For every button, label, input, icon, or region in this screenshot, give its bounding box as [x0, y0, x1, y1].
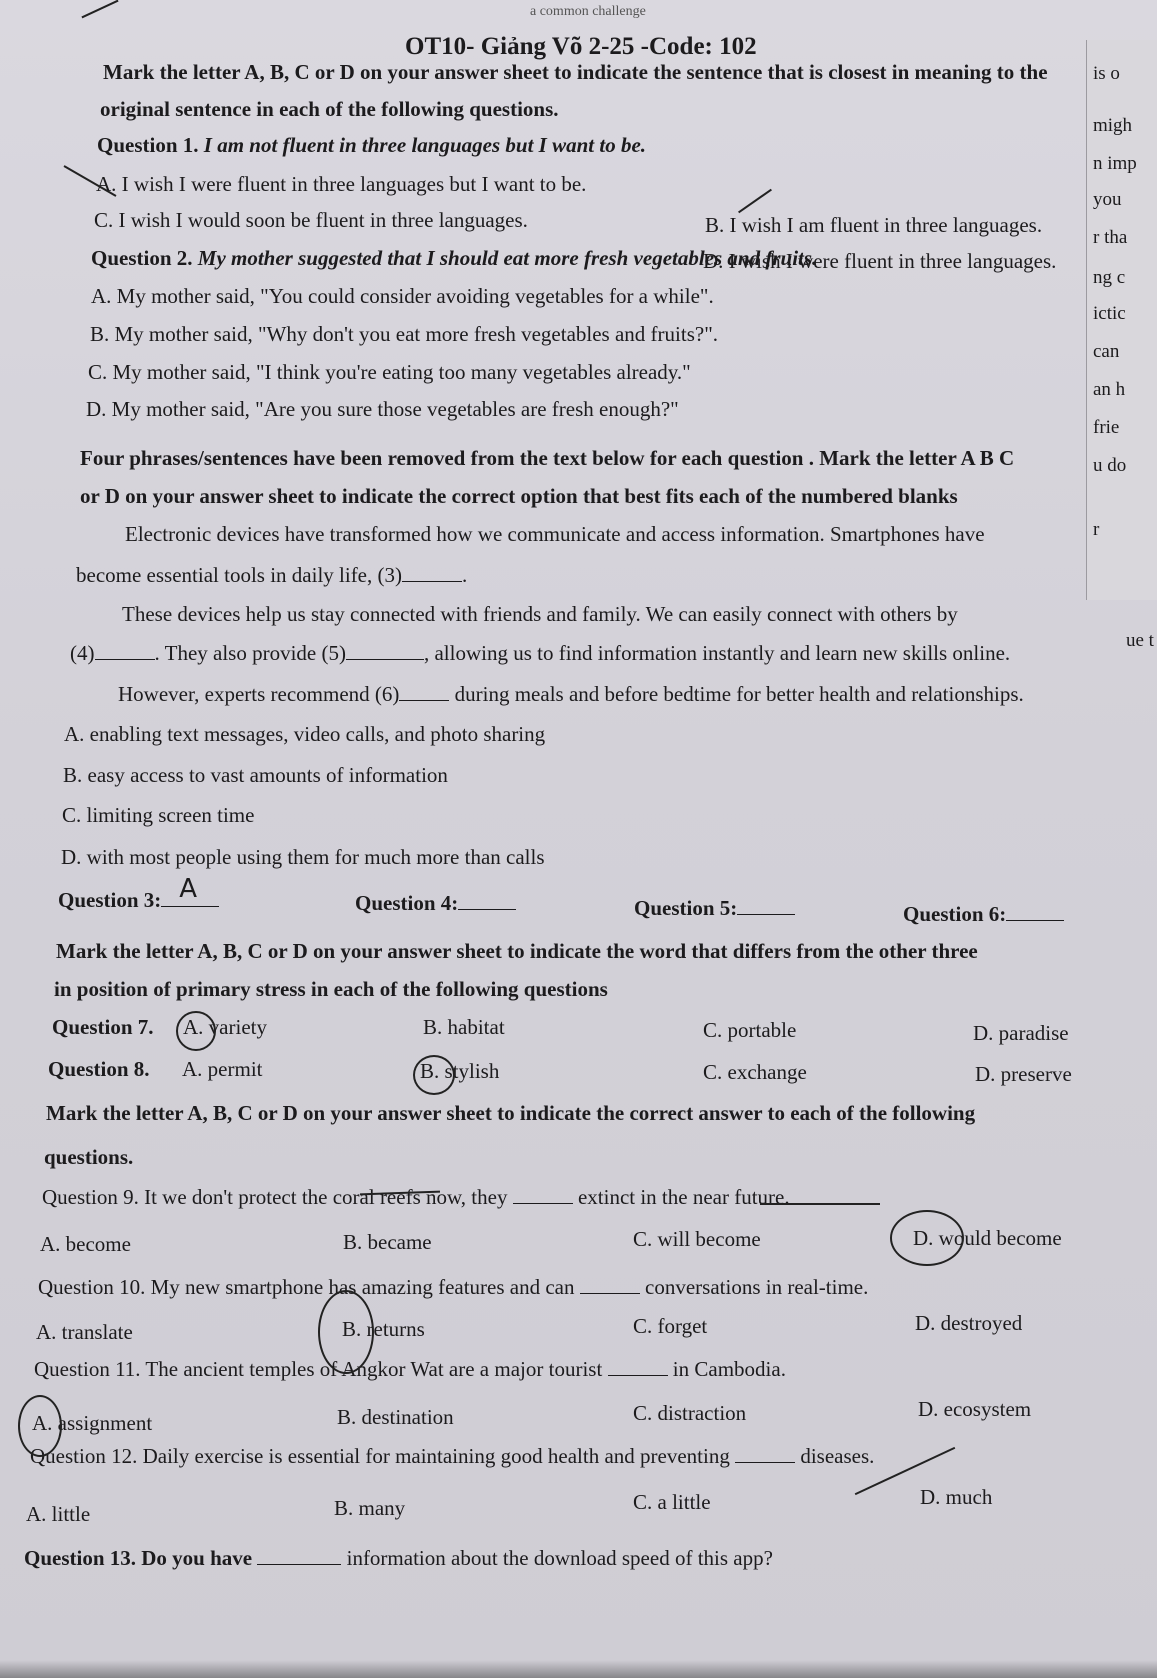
- question-1: [97, 133, 646, 158]
- question-2-option-c: C. My mother said, "I think you're eating too many vegetables already.": [88, 360, 691, 384]
- question-10-option-c: C. forget: [633, 1314, 708, 1338]
- torn-header-scrap: a common challenge: [530, 4, 646, 19]
- answer-label: Question 6:: [903, 902, 1007, 926]
- question-13-text: information about the download speed of this app?: [346, 1546, 773, 1570]
- answer-blank: [161, 874, 219, 907]
- question-7-option-d: D. paradise: [973, 1021, 1069, 1045]
- passage-text: , allowing us to find information instantly and learn new skills online.: [423, 641, 1011, 665]
- question-12-text: diseases.: [800, 1444, 875, 1468]
- question-13: [24, 1546, 773, 1571]
- overlapping-page-strip: [1086, 40, 1157, 600]
- question-9-blank: [513, 1185, 573, 1204]
- answer-label: Question 3:: [58, 888, 162, 912]
- question-8-option-d: D. preserve: [975, 1062, 1072, 1086]
- question-12-text: Question 12. Daily exercise is essential for maintaining good health and preventing: [30, 1444, 730, 1468]
- instruction-3-line-2: in position of primary stress in each of the following questions: [54, 977, 608, 1001]
- margin-fragment: r tha: [1093, 227, 1128, 248]
- passage-text: . They also provide (5): [154, 641, 346, 665]
- question-10-option-d: D. destroyed: [915, 1311, 1023, 1335]
- question-2-option-a: A. My mother said, "You could consider avoiding vegetables for a while".: [91, 284, 714, 308]
- pen-circle-mark: [318, 1290, 374, 1374]
- margin-fragment: ictic: [1093, 303, 1126, 324]
- question-8-option-a: A. permit: [182, 1057, 263, 1081]
- passage-option-c: C. limiting screen time: [62, 803, 255, 827]
- pen-tick-mark: [738, 189, 772, 214]
- blank-3: [402, 563, 462, 582]
- instruction-2-line-2: or D on your answer sheet to indicate the correct option that best fits each of the numbered blanks: [80, 484, 958, 508]
- instruction-3-line-1: Mark the letter A, B, C or D on your answer sheet to indicate the word that differs from the other three: [56, 939, 978, 963]
- answer-label: Question 4:: [355, 891, 459, 915]
- pen-circle-mark: [413, 1055, 455, 1095]
- passage-option-d: D. with most people using them for much more than calls: [61, 845, 545, 869]
- question-7-option-c: C. portable: [703, 1018, 797, 1042]
- question-9: [42, 1185, 790, 1210]
- question-10-text: Question 10. My new smartphone has amazing features and can: [38, 1275, 575, 1299]
- passage-text: during meals and before bedtime for better health and relationships.: [449, 682, 1024, 706]
- question-9-text: Question 9. It we don't protect the coral reefs now, they: [42, 1185, 508, 1209]
- pen-stroke-mark: [81, 0, 118, 18]
- question-11-text: in Cambodia.: [672, 1357, 786, 1381]
- question-2-option-d: D. My mother said, "Are you sure those vegetables are fresh enough?": [86, 397, 679, 421]
- question-12-option-d: D. much: [920, 1485, 993, 1509]
- question-1-text: I am not fluent in three languages but I want to be.: [203, 133, 647, 157]
- instruction-1-line-1: Mark the letter A, B, C or D on your answer sheet to indicate the sentence that is closest in meaning to the: [103, 60, 1048, 84]
- question-9-option-d: D. would become: [913, 1226, 1062, 1250]
- answer-slot-question-5: [634, 896, 795, 921]
- question-12-blank: [735, 1444, 795, 1463]
- question-11-option-b: B. destination: [337, 1405, 454, 1429]
- question-11-option-a: A. assignment: [32, 1411, 153, 1435]
- margin-fragment: r: [1093, 519, 1100, 540]
- passage-option-a: A. enabling text messages, video calls, and photo sharing: [64, 722, 546, 746]
- question-10-option-b: B. returns: [342, 1317, 425, 1341]
- question-13-text: Question 13. Do you have: [24, 1546, 253, 1570]
- instruction-2-line-1: Four phrases/sentences have been removed from the text below for each question . Mark the letter A B C: [80, 446, 1015, 470]
- margin-fragment: is o: [1093, 63, 1120, 84]
- question-8-option-c: C. exchange: [703, 1060, 807, 1084]
- pen-circle-mark: [18, 1395, 62, 1457]
- blank-6: [399, 682, 449, 701]
- margin-fragment: you: [1093, 189, 1122, 210]
- passage-text: However, experts recommend (6): [118, 682, 400, 706]
- passage-paragraph-1-line-1: Electronic devices have transformed how we communicate and access information. Smartphones have: [125, 522, 985, 546]
- question-9-option-c: C. will become: [633, 1227, 761, 1251]
- question-8-label: Question 8.: [48, 1057, 150, 1081]
- page-bottom-shadow: [0, 1660, 1157, 1678]
- margin-fragment: frie: [1093, 417, 1120, 438]
- passage-paragraph-2-line-1: These devices help us stay connected with friends and family. We can easily connect with others by: [122, 602, 958, 626]
- question-12-option-b: B. many: [334, 1496, 406, 1520]
- instruction-4-line-1: Mark the letter A, B, C or D on your answer sheet to indicate the correct answer to each of the following: [46, 1101, 976, 1125]
- answer-blank: [1006, 902, 1064, 921]
- margin-fragment: n imp: [1093, 153, 1137, 174]
- question-11-blank: [608, 1357, 668, 1376]
- margin-fragment: can: [1093, 341, 1120, 362]
- answer-slot-question-4: [355, 891, 516, 916]
- question-13-blank: [257, 1546, 341, 1565]
- passage-paragraph-2-line-2: [70, 641, 1010, 666]
- pen-underline-mark: [760, 1203, 880, 1205]
- pen-circle-mark: [890, 1210, 964, 1266]
- question-2-label: Question 2.: [91, 246, 193, 270]
- passage-text: become essential tools in daily life, (3): [76, 563, 402, 587]
- question-1-label: Question 1.: [97, 133, 199, 157]
- answer-slot-question-3: [58, 874, 219, 913]
- question-7-label: Question 7.: [52, 1015, 154, 1039]
- margin-fragment: u do: [1093, 455, 1127, 476]
- question-8-option-b: B. stylish: [420, 1059, 500, 1083]
- question-9-option-a: A. become: [40, 1232, 131, 1256]
- question-2: [91, 246, 817, 271]
- passage-paragraph-1-line-2: become essential tools in daily life, (3) .: [76, 563, 468, 587]
- question-12: [30, 1444, 874, 1469]
- margin-fragment: an h: [1093, 379, 1126, 400]
- question-12-option-c: C. a little: [633, 1490, 711, 1514]
- answer-label: Question 5:: [634, 896, 738, 920]
- answer-blank: [458, 891, 516, 910]
- question-1-option-b: B. I wish I am fluent in three languages.: [705, 213, 1043, 237]
- question-9-text: extinct in the near future.: [577, 1185, 790, 1209]
- pen-circle-mark: [176, 1011, 216, 1051]
- passage-text: (4): [70, 641, 95, 665]
- question-1-option-a: A. I wish I were fluent in three languages but I want to be.: [96, 172, 587, 196]
- question-10-blank: [580, 1275, 640, 1294]
- question-11-option-d: D. ecosystem: [918, 1397, 1032, 1421]
- question-1-option-d: D. I wish I were fluent in three languages.: [703, 249, 1057, 273]
- question-11-text: Question 11. The ancient temples of Angkor Wat are a major tourist: [34, 1357, 603, 1381]
- question-11-option-c: C. distraction: [633, 1401, 747, 1425]
- instruction-4-line-2: questions.: [44, 1145, 134, 1169]
- question-2-text: My mother suggested that I should eat more fresh vegetables and fruits.: [197, 246, 818, 270]
- passage-option-b: B. easy access to vast amounts of information: [63, 763, 448, 787]
- margin-fragment: migh: [1093, 115, 1133, 136]
- margin-fragment: ue t: [1126, 630, 1154, 651]
- question-10-option-a: A. translate: [36, 1320, 133, 1344]
- question-11: [34, 1357, 786, 1382]
- answer-blank: [737, 896, 795, 915]
- handwritten-answer: A: [179, 874, 198, 904]
- question-1-option-c: C. I wish I would soon be fluent in three languages.: [94, 208, 528, 232]
- question-2-option-b: B. My mother said, "Why don't you eat more fresh vegetables and fruits?".: [90, 322, 719, 346]
- margin-fragment: ng c: [1093, 267, 1126, 288]
- instruction-1-line-2: original sentence in each of the following questions.: [100, 97, 559, 121]
- blank-4: [95, 641, 155, 660]
- blank-5: [346, 641, 424, 660]
- question-10: [38, 1275, 868, 1300]
- question-12-option-a: A. little: [26, 1502, 91, 1526]
- question-9-option-b: B. became: [343, 1230, 432, 1254]
- question-7-option-a: A. variety: [183, 1015, 267, 1039]
- passage-paragraph-3-line-1: [118, 682, 1024, 707]
- question-10-text: conversations in real-time.: [645, 1275, 869, 1299]
- page-title: OT10- Giảng Võ 2-25 -Code: 102: [405, 33, 757, 60]
- answer-slot-question-6: [903, 902, 1064, 927]
- question-7-option-b: B. habitat: [423, 1015, 505, 1039]
